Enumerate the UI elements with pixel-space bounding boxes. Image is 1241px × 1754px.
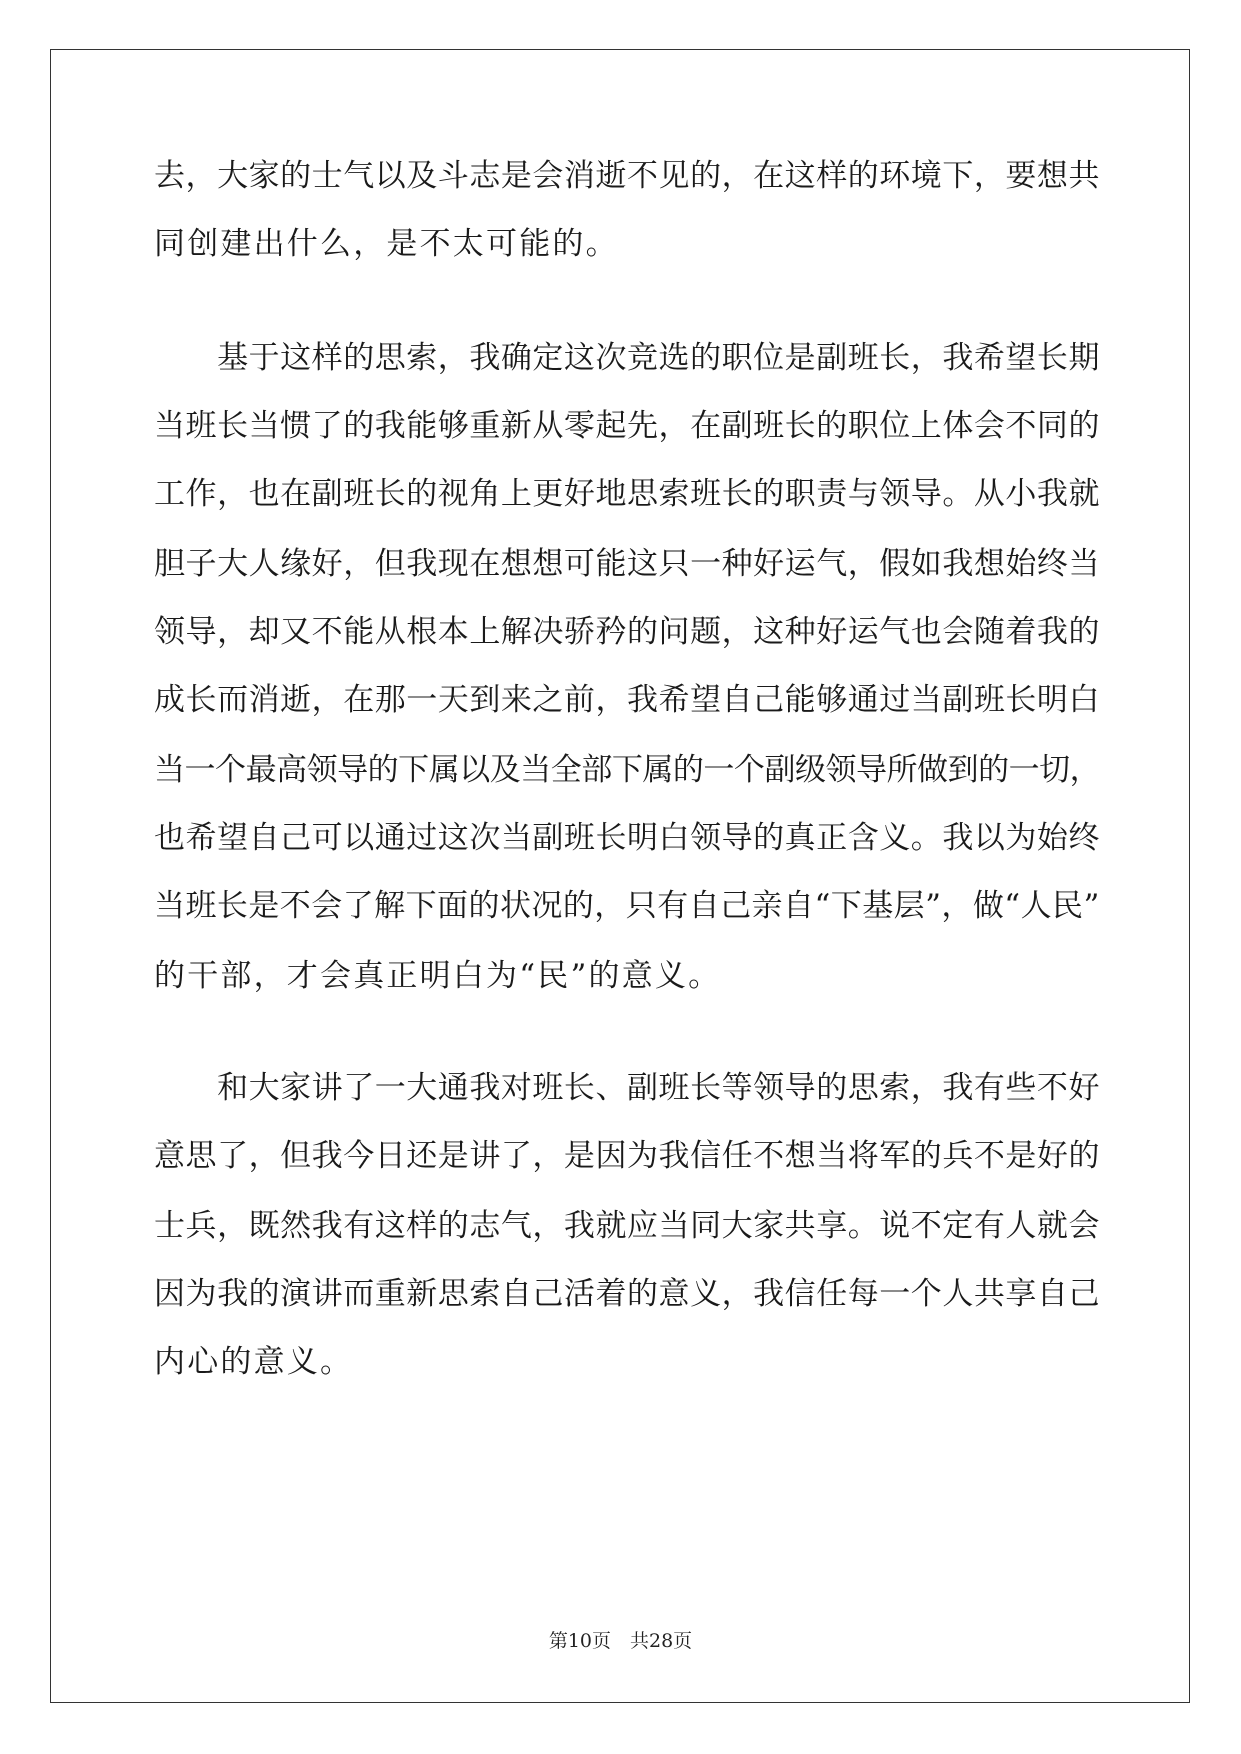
text-line: 和大家讲了一大通我对班长、副班长等领导的思索，我有些不好: [154, 1070, 1100, 1106]
text-line: 当班长是不会了解下面的状况的，只有自己亲自“下基层”，做“人民”: [154, 888, 1100, 924]
text-line: 也希望自己可以通过这次当副班长明白领导的真正含义。我以为始终: [154, 820, 1100, 856]
text-line: 工作，也在副班长的视角上更好地思索班长的职责与领导。从小我就: [154, 476, 1100, 512]
text-line: 基于这样的思索，我确定这次竞选的职位是副班长，我希望长期: [154, 340, 1100, 376]
text-line: 士兵，既然我有这样的志气，我就应当同大家共享。说不定有人就会: [154, 1208, 1100, 1244]
page-border: [50, 49, 1190, 1703]
text-line: 去，大家的士气以及斗志是会消逝不见的，在这样的环境下，要想共: [154, 158, 1100, 194]
text-line: 领导，却又不能从根本上解决骄矜的问题，这种好运气也会随着我的: [154, 614, 1100, 650]
text-line: 意思了，但我今日还是讲了，是因为我信任不想当将军的兵不是好的: [154, 1138, 1100, 1174]
text-line: 内心的意义。: [154, 1344, 354, 1380]
text-line: 同创建出什么，是不太可能的。: [154, 226, 619, 262]
text-line: 成长而消逝，在那一天到来之前，我希望自己能够通过当副班长明白: [154, 682, 1100, 718]
text-line: 的干部，才会真正明白为“民”的意义。: [154, 958, 722, 994]
text-line: 因为我的演讲而重新思索自己活着的意义，我信任每一个人共享自己: [154, 1276, 1100, 1312]
text-line: 当一个最高领导的下属以及当全部下属的一个副级领导所做到的一切，: [154, 752, 1101, 788]
text-line: 胆子大人缘好，但我现在想想可能这只一种好运气，假如我想始终当: [154, 546, 1100, 582]
text-line: 当班长当惯了的我能够重新从零起先，在副班长的职位上体会不同的: [154, 408, 1100, 444]
page-number-footer: 第10页 共28页: [548, 1630, 693, 1652]
